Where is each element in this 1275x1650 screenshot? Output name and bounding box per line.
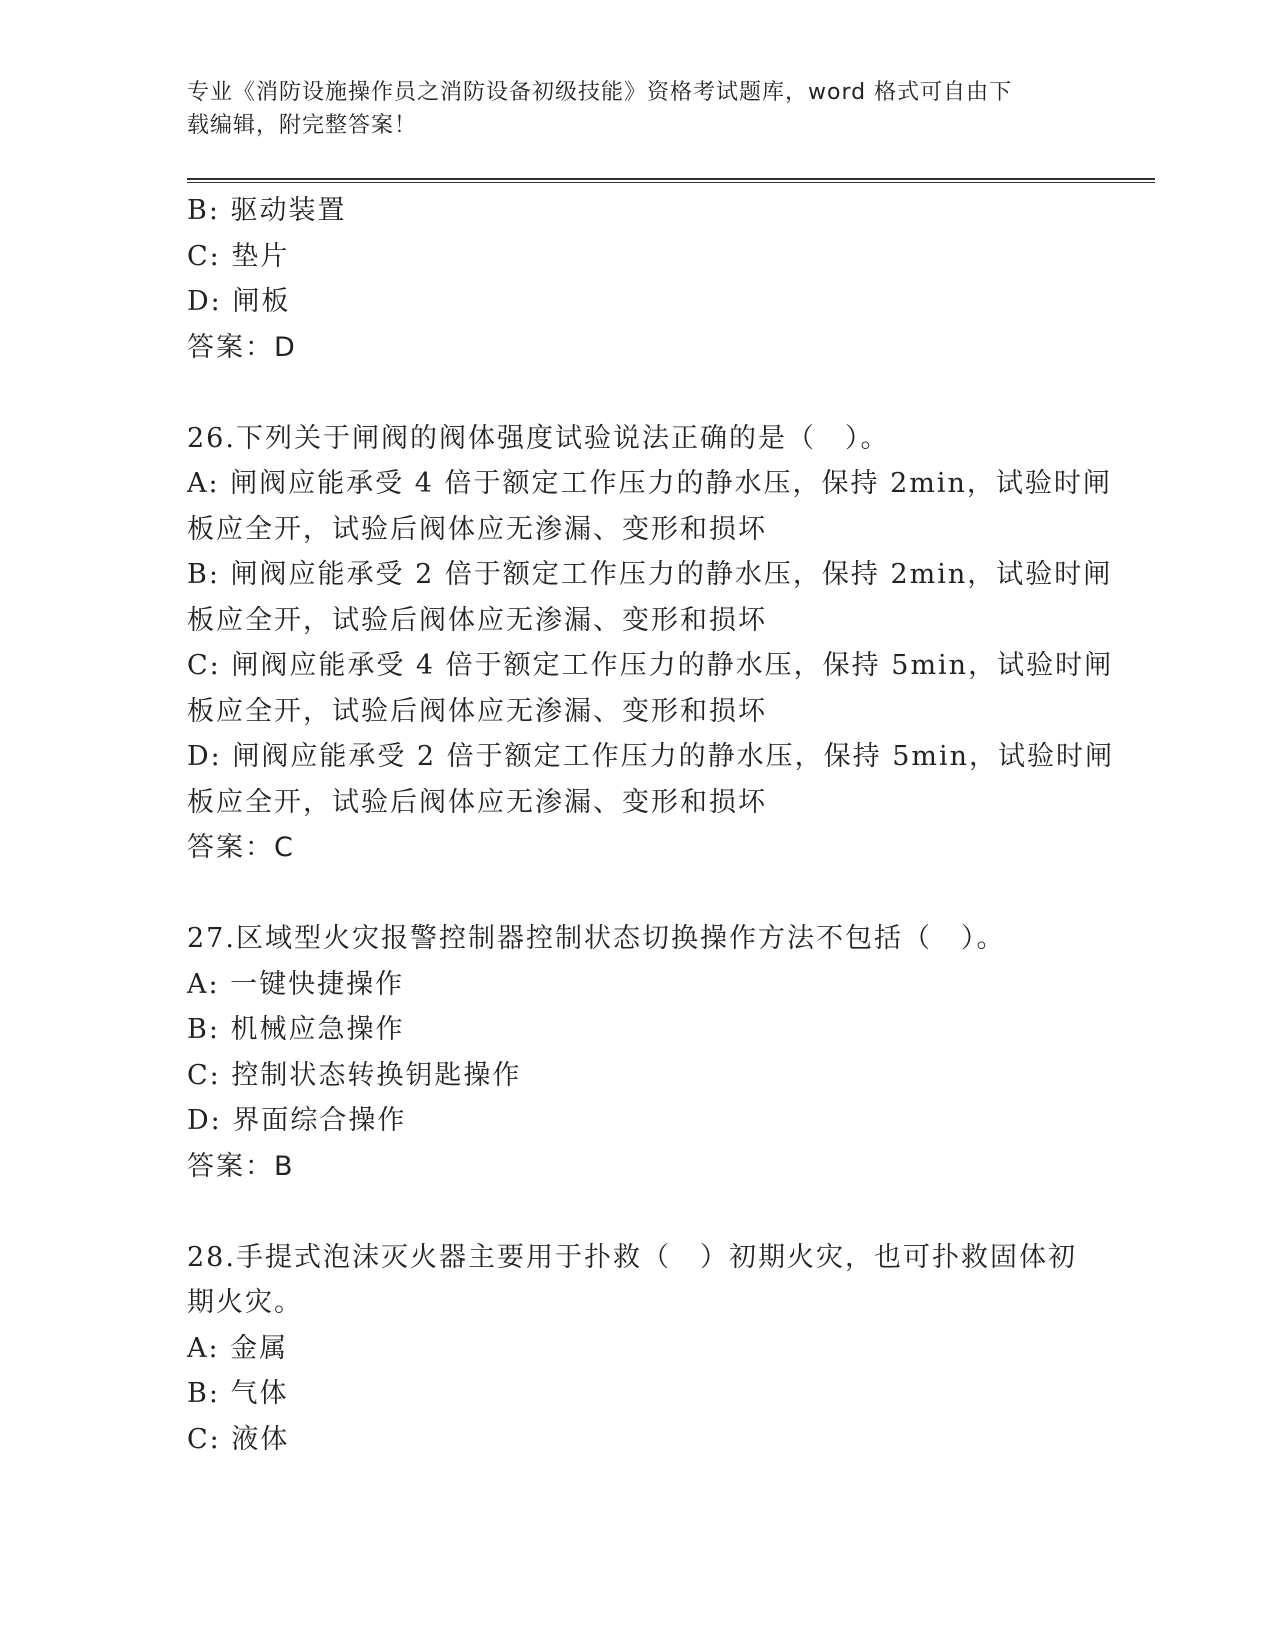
- question-stem-line-1: 28.手提式泡沫灭火器主要用于扑救（ ）初期火灾，也可扑救固体初: [187, 1241, 1077, 1273]
- option-d-line-2: 板应全开，试验后阀体应无渗漏、变形和损坏: [187, 786, 767, 818]
- document-header: [187, 76, 1067, 142]
- option-d-line-1: D: 闸阀应能承受 2 倍于额定工作压力的静水压，保持 5min，试验时闸: [187, 741, 1115, 772]
- option-b-line-2: 板应全开，试验后阀体应无渗漏、变形和损坏: [187, 604, 767, 636]
- spacer: [187, 1189, 1087, 1235]
- option-d: D: 界面综合操作: [187, 1105, 407, 1136]
- option-a: A: 金属: [187, 1332, 289, 1364]
- option-c: C: 控制状态转换钥匙操作: [187, 1059, 522, 1091]
- answer: 答案：B: [187, 1150, 295, 1182]
- spacer: [187, 370, 1087, 416]
- option-c: C: 液体: [187, 1423, 290, 1455]
- header-line-2: 载编辑，附完整答案！: [187, 113, 418, 138]
- option-c: C: 垫片: [187, 240, 290, 272]
- question-28: [187, 1235, 1087, 1463]
- option-b: B: 驱动装置: [187, 195, 347, 226]
- option-b-line-1: B: 闸阀应能承受 2 倍于额定工作压力的静水压，保持 2min，试验时闸: [187, 559, 1113, 590]
- header-divider-thin: [187, 182, 1155, 183]
- option-a-line-2: 板应全开，试验后阀体应无渗漏、变形和损坏: [187, 513, 767, 545]
- question-stem-line-2: 期火灾。: [187, 1287, 303, 1318]
- answer: 答案：C: [187, 832, 295, 863]
- option-a-line-1: A: 闸阀应能承受 4 倍于额定工作压力的静水压，保持 2min，试验时闸: [187, 468, 1112, 499]
- question-26: [187, 416, 1115, 871]
- option-b: B: 机械应急操作: [187, 1014, 405, 1045]
- question-stem: 27.区域型火灾报警控制器控制状态切换操作方法不包括（ ）。: [187, 923, 1006, 954]
- option-c-line-2: 板应全开，试验后阀体应无渗漏、变形和损坏: [187, 695, 767, 727]
- question-27: [187, 916, 1087, 1189]
- question-stem: 26.下列关于闸阀的阀体强度试验说法正确的是（ ）。: [187, 422, 890, 454]
- question-25-tail: [187, 188, 1087, 370]
- option-b: B: 气体: [187, 1378, 289, 1409]
- question-content: [187, 188, 1115, 1462]
- answer: 答案：D: [187, 331, 297, 363]
- header-divider-thick: [187, 178, 1155, 180]
- option-a: A: 一键快捷操作: [187, 968, 405, 1000]
- header-line-1: 专业《消防设施操作员之消防设备初级技能》资格考试题库，word 格式可自由下: [187, 80, 1013, 105]
- option-d: D: 闸板: [187, 286, 291, 317]
- spacer: [187, 871, 1087, 917]
- option-c-line-1: C: 闸阀应能承受 4 倍于额定工作压力的静水压，保持 5min，试验时闸: [187, 650, 1114, 681]
